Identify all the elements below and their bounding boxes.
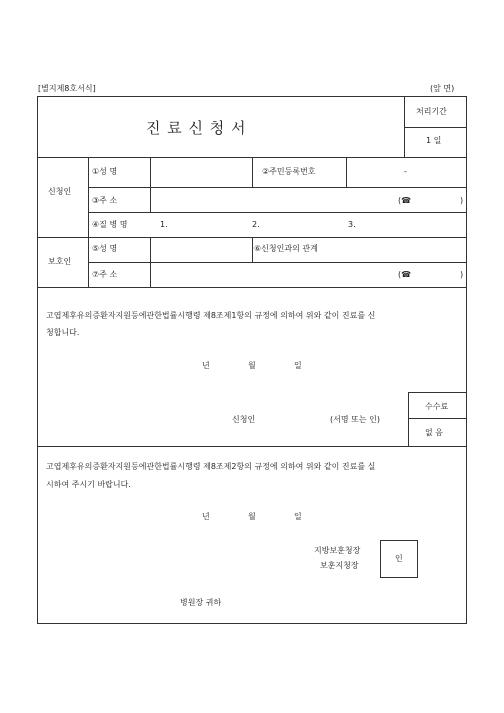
form-number: [별지제8호서식] [38, 84, 96, 93]
disease-label: ④질 병 명 [92, 220, 128, 229]
applicant-phone-open: (☎ [398, 196, 412, 205]
divider [38, 287, 466, 288]
divider [252, 157, 253, 187]
request1-text-line2: 청합니다. [46, 328, 80, 337]
guardian-name-field[interactable] [152, 239, 250, 261]
resident-no-dash: - [404, 167, 407, 176]
fee-value: 없 음 [425, 428, 443, 437]
applicant-address-label: ③주 소 [92, 196, 118, 205]
divider [150, 157, 151, 212]
addressee: 병원장 귀하 [180, 598, 222, 607]
guardian-relation-field[interactable] [348, 239, 464, 261]
request1-text-line1: 고엽제후유의증환자지원등에관한법률시행령 제8조제1항의 규정에 의하여 위와 같이 진료를 신 [46, 311, 376, 320]
divider [252, 237, 253, 262]
request2-date-day: 일 [294, 512, 302, 521]
guardian-address-label: ⑦주 소 [92, 270, 118, 279]
disease-item-3: 3. [348, 220, 356, 229]
divider [404, 127, 466, 128]
divider [404, 97, 405, 157]
guardian-phone-close: ) [460, 270, 464, 279]
signer-label: 신청인 [232, 415, 256, 424]
processing-period-label: 처리기간 [416, 107, 447, 116]
fee-label: 수수료 [425, 402, 449, 411]
divider [150, 237, 151, 287]
divider [88, 212, 466, 213]
applicant-phone-close: ) [460, 196, 464, 205]
form-title: 진 료 신 청 서 [146, 119, 247, 137]
divider [88, 262, 466, 263]
office-line2: 보훈지청장 [320, 561, 359, 570]
request1-date-day: 일 [294, 361, 302, 370]
guardian-phone-open: (☎ [398, 270, 412, 279]
seal-label: 인 [395, 554, 403, 563]
resident-no-label: ②주민등록번호 [262, 167, 316, 176]
disease-field[interactable] [152, 214, 464, 236]
divider [88, 157, 89, 287]
applicant-section-label: 신청인 [48, 187, 72, 196]
guardian-relation-label: ⑥신청인과의 관계 [254, 244, 318, 253]
request2-date-month: 월 [248, 512, 256, 521]
divider [408, 418, 466, 419]
divider [88, 187, 466, 188]
guardian-address-field[interactable] [152, 264, 464, 286]
request2-text-line1: 고엽제후유의증환자지원등에관한법률시행령 제8조제2항의 규정에 의하여 위와 같이 진료를 실 [46, 462, 376, 471]
request2-date-year: 년 [202, 512, 210, 521]
disease-item-1: 1. [160, 220, 168, 229]
divider [408, 392, 466, 393]
request1-date-month: 월 [248, 361, 256, 370]
office-line1: 지방보훈청장 [314, 546, 361, 555]
divider [38, 446, 466, 447]
request1-date-year: 년 [202, 361, 210, 370]
sign-note: (서명 또는 인) [330, 415, 380, 424]
applicant-name-label: ①성 명 [92, 167, 118, 176]
applicant-name-field[interactable] [152, 159, 250, 185]
processing-period-value: 1 일 [426, 136, 442, 145]
resident-no-field[interactable] [348, 159, 464, 185]
request2-text-line2: 시하여 주시기 바랍니다. [46, 480, 131, 489]
guardian-name-label: ⑤성 명 [92, 244, 118, 253]
divider [408, 392, 409, 446]
disease-item-2: 2. [252, 220, 260, 229]
guardian-section-label: 보호인 [48, 257, 72, 266]
divider [346, 157, 347, 187]
applicant-address-field[interactable] [152, 189, 464, 211]
form-side-label: (앞 면) [430, 84, 455, 93]
